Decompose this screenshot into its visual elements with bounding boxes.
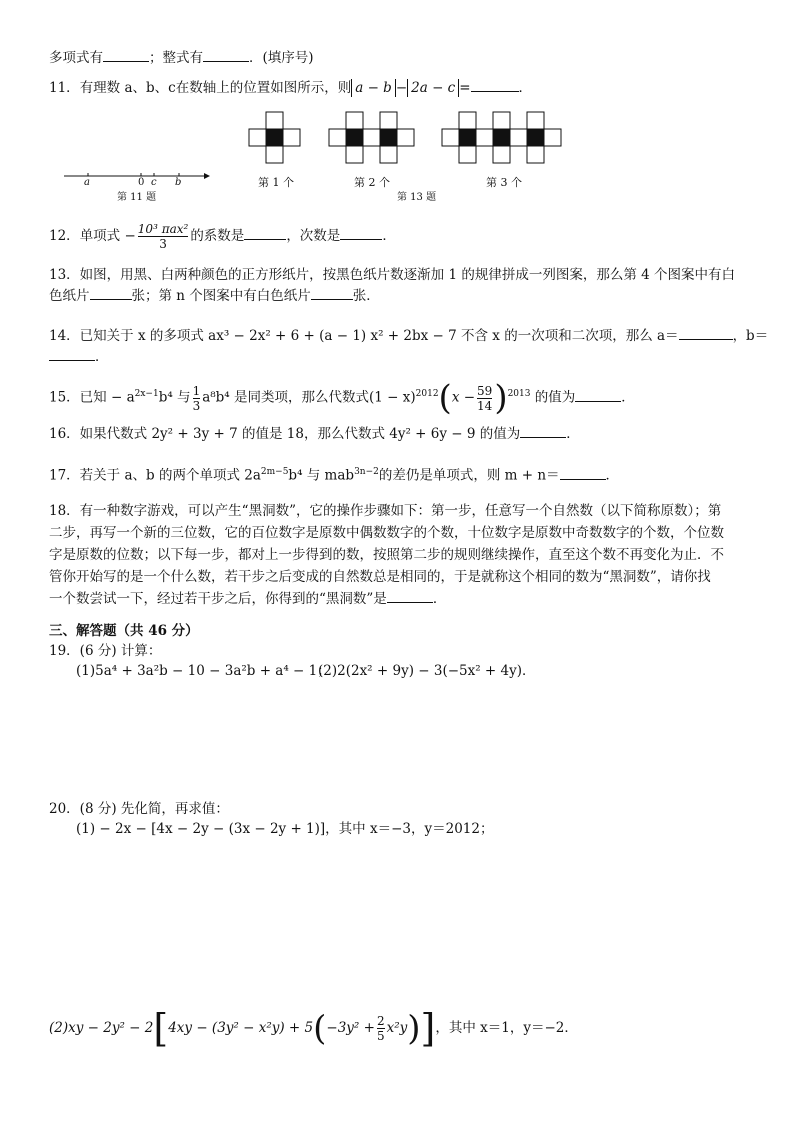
- answer-blank[interactable]: [520, 425, 566, 438]
- question-20-heading: 20．(8 分) 先化简，再求值：: [49, 801, 229, 817]
- answer-blank[interactable]: [203, 49, 249, 62]
- pattern-label-1: 第 1 个: [258, 176, 294, 189]
- q10-continuation: [49, 49, 314, 67]
- answer-blank[interactable]: [679, 327, 733, 340]
- answer-blank[interactable]: [575, 389, 621, 402]
- question-text: 色纸片: [49, 288, 90, 304]
- figure-caption: 第 13 题: [397, 192, 437, 203]
- question-text: 张．: [352, 288, 380, 304]
- answer-blank[interactable]: [560, 467, 606, 480]
- punct: ．: [566, 426, 580, 442]
- tile-pattern-figure: [245, 110, 565, 165]
- question-18-line-5: [49, 590, 446, 608]
- operator: −: [395, 80, 408, 96]
- question-20-part-1: (1) − 2x − [4x − 2y − (3x − 2y + 1)]，其中 x＝−3，y＝2012；: [76, 821, 494, 837]
- question-18-line-4: 管你开始写的是一个什么数，若干步之后变成的自然数总是相同的，于是就称这个相同的数为“黑洞数”，请你找: [49, 569, 711, 585]
- exponent: 2x−1: [134, 389, 159, 399]
- question-text: 的差仍是单项式，则 m + n＝: [378, 467, 560, 484]
- q10-text-a: 多项式有: [49, 50, 103, 66]
- operator: =: [459, 80, 471, 96]
- axis-label-a: a: [84, 177, 90, 188]
- axis-label-b: b: [175, 177, 182, 188]
- question-13-line-2: [49, 287, 380, 305]
- question-text: a⁸b⁴ 是同类项，那么代数式(1 − x): [202, 389, 416, 406]
- question-text: ，b＝: [732, 328, 769, 344]
- question-text: b⁴ 与: [158, 389, 191, 406]
- fraction: [138, 222, 189, 251]
- fraction-denominator: 3: [192, 398, 201, 413]
- fraction: [193, 384, 201, 413]
- question-text: ，其中 x＝1，y＝−2．: [435, 1020, 578, 1036]
- q10-text-c: ．(填序号): [249, 50, 314, 66]
- punct: ．: [95, 349, 109, 365]
- fraction-numerator: 1: [192, 383, 201, 398]
- figure-caption: 第 11 题: [117, 192, 157, 203]
- question-20-part-2: [49, 1008, 578, 1049]
- fraction: [477, 384, 492, 413]
- question-19-heading: 19．(6 分) 计算：: [49, 643, 162, 659]
- question-text: 17．若关于 a、b 的两个单项式 2a: [49, 467, 261, 484]
- answer-blank[interactable]: [340, 227, 382, 240]
- expression: x²y: [386, 1020, 408, 1036]
- fraction-denominator: 14: [477, 398, 493, 413]
- paren: ): [494, 378, 508, 418]
- question-16: [49, 425, 580, 443]
- answer-blank[interactable]: [103, 49, 149, 62]
- question-19-part-2: (2)2(2x² + 9y) − 3(−5x² + 4y)．: [318, 663, 536, 679]
- fraction-denominator: 5: [376, 1029, 385, 1043]
- abs-expression: 2a − c: [407, 79, 459, 97]
- fraction-denominator: 3: [138, 236, 189, 251]
- expression: −3y² +: [326, 1020, 375, 1036]
- question-17: [49, 463, 619, 485]
- punct: ．: [621, 389, 635, 406]
- question-text: 14．已知关于 x 的多项式 ax³ − 2x² + 6 + (a − 1) x² + 2bx − 7 不含 x 的一次项和二次项，那么 a＝: [49, 328, 679, 344]
- question-text: 的值为: [534, 389, 576, 406]
- question-text: 有理数 a、b、c在数轴上的位置如图所示，则: [79, 80, 352, 96]
- paren: ): [407, 1008, 421, 1049]
- question-14-line-2: [49, 348, 109, 366]
- fraction-numerator: 59: [477, 383, 493, 398]
- answer-blank[interactable]: [90, 287, 132, 300]
- question-text: x −: [451, 389, 476, 406]
- answer-blank[interactable]: [387, 590, 433, 603]
- bracket: ]: [420, 1006, 436, 1051]
- question-text: b⁴ 与 mab: [288, 467, 355, 484]
- section-heading: 三、解答题（共 46 分）: [49, 623, 199, 639]
- paren: (: [313, 1008, 327, 1049]
- question-18-line-3: 字是原数的位数；以下每一步，都对上一步得到的数，按照第二步的规则继续操作，直至这个数不再变化为止．不: [49, 547, 724, 563]
- question-14-line-1: [49, 327, 768, 345]
- abs-expression: a − b: [351, 79, 396, 97]
- punct: ．: [518, 80, 533, 96]
- exponent: 2013: [507, 389, 531, 399]
- pattern-label-3: 第 3 个: [486, 176, 522, 189]
- question-text: 单项式 −: [79, 228, 136, 244]
- expression: 4xy − (3y² − x²y) + 5: [168, 1020, 314, 1036]
- question-number: 11．: [49, 80, 80, 96]
- question-text: 16．如果代数式 2y² + 3y + 7 的值是 18，那么代数式 4y² + 6y − 9 的值为: [49, 426, 521, 442]
- bracket: [: [153, 1006, 169, 1051]
- pattern-label-2: 第 2 个: [354, 176, 390, 189]
- fraction: [377, 1014, 385, 1043]
- question-13-line-1: 13．如图，用黑、白两种颜色的正方形纸片，按黑色纸片数逐渐加 1 的规律拼成一列图案，那么第 4 个图案中有白: [49, 267, 736, 283]
- fraction-numerator: 10³ πax²: [137, 222, 189, 236]
- question-text: ，次数是: [286, 228, 341, 244]
- paren: (: [438, 378, 452, 418]
- question-18-line-1: 18．有一种数字游戏，可以产生“黑洞数”，它的操作步骤如下：第一步，任意写一个自然数（以下简称原数）；第: [49, 503, 722, 519]
- answer-blank[interactable]: [244, 227, 286, 240]
- answer-blank[interactable]: [49, 348, 95, 361]
- question-text: 的系数是: [190, 228, 245, 244]
- q10-text-b: ；整式有: [149, 50, 203, 66]
- question-text: 一个数尝试一下，经过若干步之后，你得到的“黑洞数”是: [49, 591, 387, 607]
- question-19-part-1: (1)5a⁴ + 3a²b − 10 − 3a²b + a⁴ − 1；: [76, 663, 331, 679]
- punct: ．: [605, 467, 620, 484]
- punct: ．: [432, 591, 447, 607]
- axis-label-zero: 0: [138, 177, 145, 188]
- question-15: [49, 376, 635, 416]
- punct: ．: [382, 228, 396, 244]
- axis-label-c: c: [151, 177, 157, 188]
- question-18-line-2: 二步，再写一个新的三位数，它的百位数字是原数中偶数数字的个数，十位数字是原数中奇数数字的个数，个位数: [49, 525, 724, 541]
- question-text: 张；第 n 个图案中有白色纸片: [131, 288, 311, 304]
- fraction-numerator: 2: [376, 1014, 385, 1028]
- exponent: 3n−2: [354, 467, 379, 477]
- question-text: 15．已知 − a: [49, 389, 135, 406]
- exponent: 2012: [415, 389, 439, 399]
- answer-blank[interactable]: [471, 79, 519, 92]
- exponent: 2m−5: [260, 467, 289, 477]
- question-11: [49, 79, 532, 97]
- question-number: 12．: [49, 228, 80, 244]
- question-12: [49, 218, 396, 254]
- expression: (2)xy − 2y² − 2: [49, 1020, 154, 1036]
- answer-blank[interactable]: [311, 287, 353, 300]
